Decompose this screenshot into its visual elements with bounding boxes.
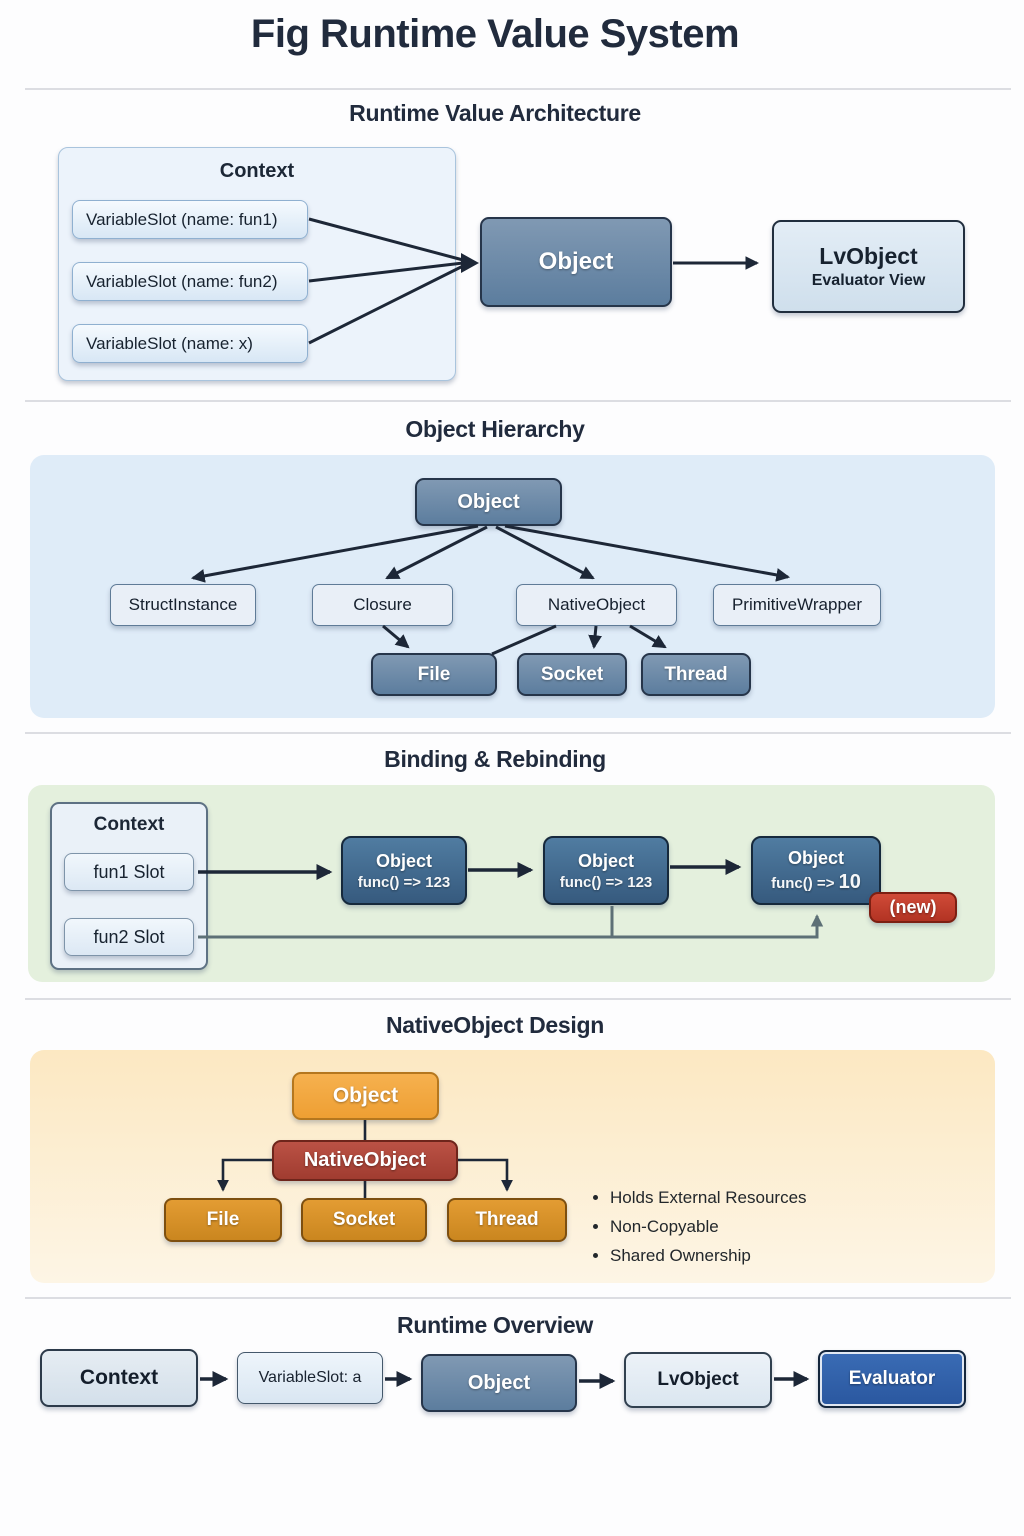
hierarchy-socket: Socket [517, 653, 627, 696]
variable-slot-fun1: VariableSlot (name: fun1) [72, 200, 308, 239]
bullet-item: • Shared Ownership [610, 1246, 807, 1266]
hierarchy-nativeobject: NativeObject [516, 584, 677, 626]
hierarchy-structinstance: StructInstance [110, 584, 256, 626]
lvobject-sublabel: Evaluator View [811, 272, 926, 289]
arrowhead-object [461, 253, 479, 273]
binding-object-1-code: func() => 123 [357, 873, 451, 891]
hierarchy-closure: Closure [312, 584, 453, 626]
overview-lvobject: LvObject [624, 1352, 772, 1408]
variable-slot-fun2: VariableSlot (name: fun2) [72, 262, 308, 301]
overview-evaluator: Evaluator [818, 1350, 966, 1408]
overview-object: Object [421, 1354, 577, 1412]
binding-object-3-label: Object [787, 847, 844, 868]
binding-object-1-label: Object [375, 850, 432, 871]
section-divider [25, 732, 1011, 734]
bullet-item: • Holds External Resources [610, 1188, 807, 1208]
section-divider [25, 88, 1011, 90]
page-title: Fig Runtime Value System [250, 12, 740, 56]
architecture-heading: Runtime Value Architecture [349, 100, 641, 126]
binding-fun2-slot: fun2 Slot [64, 918, 194, 956]
binding-fun1-slot: fun1 Slot [64, 853, 194, 891]
native-design-heading: NativeObject Design [386, 1012, 604, 1038]
section-divider [25, 1297, 1011, 1299]
hierarchy-file: File [371, 653, 497, 696]
architecture-object-node: Object [480, 217, 672, 307]
native-design-object: Object [292, 1072, 439, 1120]
native-design-panel [30, 1050, 995, 1283]
binding-context-title: Context [93, 814, 165, 835]
hierarchy-primitivewrapper: PrimitiveWrapper [713, 584, 881, 626]
binding-object-3-value: 10 [838, 870, 861, 893]
variable-slot-x: VariableSlot (name: x) [72, 324, 308, 363]
hierarchy-root-object: Object [415, 478, 562, 526]
native-design-nativeobject: NativeObject [272, 1140, 458, 1181]
overview-variableslot: VariableSlot: a [237, 1352, 383, 1404]
native-design-thread: Thread [447, 1198, 567, 1242]
section-divider [25, 998, 1011, 1000]
binding-object-1 [341, 836, 467, 905]
native-design-bullets [592, 1188, 807, 1275]
hierarchy-thread: Thread [641, 653, 751, 696]
section-divider [25, 400, 1011, 402]
overview-context: Context [40, 1349, 198, 1407]
native-design-file: File [164, 1198, 282, 1242]
binding-object-2-code: func() => 123 [559, 873, 653, 891]
context-panel-title: Context [219, 160, 295, 182]
binding-object-2 [543, 836, 669, 905]
new-badge: (new) [869, 892, 957, 923]
binding-object-3 [751, 836, 881, 905]
native-design-socket: Socket [301, 1198, 427, 1242]
lvobject-label: LvObject [819, 243, 918, 269]
binding-object-3-code: func() => 10 [771, 870, 861, 893]
lvobject-node [772, 220, 965, 313]
overview-heading: Runtime Overview [397, 1312, 593, 1338]
binding-object-2-label: Object [577, 850, 634, 871]
bullet-item: • Non-Copyable [610, 1217, 807, 1237]
hierarchy-heading: Object Hierarchy [405, 416, 585, 442]
binding-heading: Binding & Rebinding [384, 746, 606, 772]
